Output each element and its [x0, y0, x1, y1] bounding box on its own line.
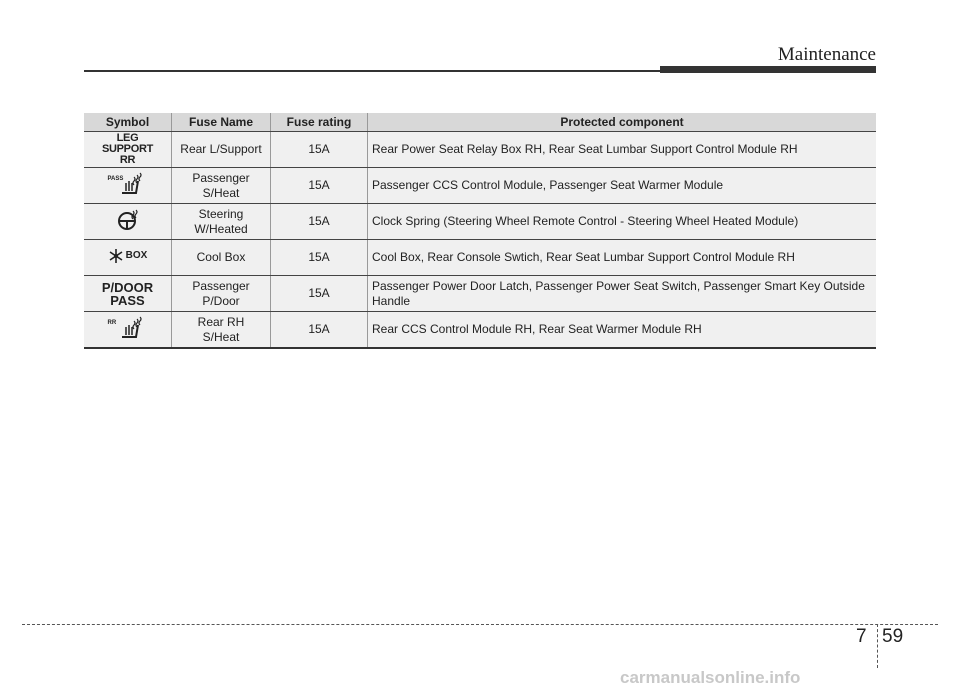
symbol-cell [84, 276, 172, 312]
symbol-text: LEG SUPPORT RR [101, 132, 154, 166]
fuse-name-cell: Rear RH S/Heat [172, 312, 271, 349]
protected-component-cell: Cool Box, Rear Console Swtich, Rear Seat Lumbar Support Control Module RH [368, 240, 877, 276]
watermark: carmanualsonline.info [620, 668, 801, 687]
fuse-rating-cell: 15A [271, 132, 368, 168]
fuse-name-cell: Cool Box [172, 240, 271, 276]
table-header-row [84, 113, 876, 132]
protected-component-cell: Passenger CCS Control Module, Passenger Seat Warmer Module [368, 168, 877, 204]
symbol-cell [84, 240, 172, 276]
symbol-cell [84, 312, 172, 349]
footer-dashed-rule [22, 624, 938, 625]
fuse-table [84, 113, 876, 349]
symbol-cell [84, 168, 172, 204]
table-row [84, 168, 876, 204]
fuse-name-cell: Steering W/Heated [172, 204, 271, 240]
header-protected-component: Protected component [368, 113, 877, 132]
fuse-rating-cell: 15A [271, 204, 368, 240]
table-row [84, 276, 876, 312]
table-row [84, 132, 876, 168]
protected-component-cell: Passenger Power Door Latch, Passenger Power Seat Switch, Passenger Smart Key Outside Handle [368, 276, 877, 312]
fuse-name-cell: Passenger P/Door [172, 276, 271, 312]
table-row [84, 240, 876, 276]
seat-heater-icon: PASS [106, 171, 150, 197]
header-fuse-name: Fuse Name [172, 113, 271, 132]
heated-steering-icon [106, 207, 150, 233]
footer-dashed-divider [877, 624, 878, 668]
protected-component-cell: Rear Power Seat Relay Box RH, Rear Seat Lumbar Support Control Module RH [368, 132, 877, 168]
symbol-cell [84, 132, 172, 168]
header-fuse-rating: Fuse rating [271, 113, 368, 132]
fuse-name-cell: Rear L/Support [172, 132, 271, 168]
cool-box-symbol: BOX [108, 248, 148, 264]
table-row [84, 312, 876, 349]
symbol-text: P/DOOR PASS [101, 279, 154, 308]
fuse-rating-cell: 15A [271, 240, 368, 276]
page-number: 59 [882, 626, 904, 647]
fuse-rating-cell: 15A [271, 276, 368, 312]
header-symbol: Symbol [84, 113, 172, 132]
header-rule [84, 70, 660, 72]
fuse-name-cell: Passenger S/Heat [172, 168, 271, 204]
header-rule-accent [660, 66, 876, 73]
symbol-cell [84, 204, 172, 240]
fuse-rating-cell: 15A [271, 312, 368, 349]
seat-heater-icon: RR [106, 315, 150, 341]
section-title: Maintenance [777, 44, 876, 65]
table-row [84, 204, 876, 240]
chapter-number: 7 [856, 626, 867, 647]
snowflake-icon [108, 248, 124, 264]
protected-component-cell: Clock Spring (Steering Wheel Remote Control - Steering Wheel Heated Module) [368, 204, 877, 240]
fuse-rating-cell: 15A [271, 168, 368, 204]
protected-component-cell: Rear CCS Control Module RH, Rear Seat Warmer Module RH [368, 312, 877, 349]
